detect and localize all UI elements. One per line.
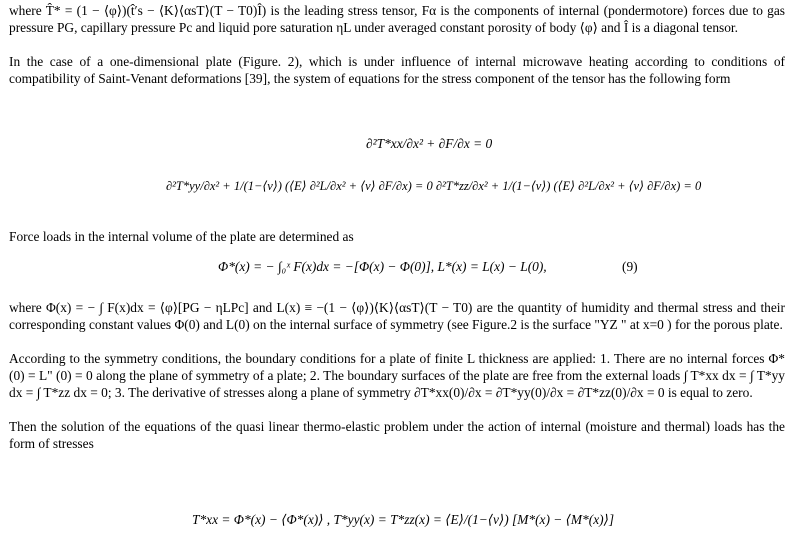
equation-yy-zz-compatibility: ∂²T*yy/∂x² + 1/(1−⟨ν⟩) (⟨E⟩ ∂²L/∂x² + ⟨ν⟩ ∂F/∂x) = 0 ∂²T*zz/∂x² + 1/(1−⟨ν⟩) (⟨E⟩ ∂²L/∂x² + ⟨ν⟩ ∂F/∂x) = 0 [166, 179, 702, 193]
equation-xx-balance: ∂²T*xx/∂x² + ∂F/∂x = 0 [366, 136, 493, 151]
paragraph-tensor-definition: where T̂* = (1 − ⟨φ⟩)(t̂′s − ⟨K⟩⟨αsT⟩(T − T0)Î) is the leading stress tensor, Fα is the components of internal (pondermotore) forces due to gas pressure PG, capillary pressure Pc and liquid pore saturation ηL under averaged constant porosity of body ⟨φ⟩ and Î is a diagonal tensor. [9, 3, 785, 35]
paper-page-middle [9, 228, 785, 245]
paragraph-force-loads: Force loads in the internal volume of the plate are determined as [9, 229, 354, 244]
equation-number-9: (9) [622, 259, 638, 274]
paper-page-lower [9, 299, 785, 452]
paper-page [9, 2, 785, 87]
paragraph-solution: Then the solution of the equations of the quasi linear thermo-elastic problem under the action of internal (moisture and thermal) loads has the form of stresses [9, 419, 785, 451]
paragraph-boundary-conditions: According to the symmetry conditions, the boundary conditions for a plate of finite L thickness are applied: 1. There are no internal forces Φ* (0) = L" (0) = 0 along the plane of symmetry of a plate; 2. The boundary surfaces of the plate are free from the external loads ∫ T*xx dx = ∫ T*yy dx = ∫ T*zz dx = 0; 3. The derivative of stresses along a plane of symmetry ∂T*xx(0)/∂x = ∂T*yy(0)/∂x = ∂T*zz(0)/∂x = 0 is equal to zero. [9, 351, 785, 400]
paragraph-one-dimensional-plate: In the case of a one-dimensional plate (Figure. 2), which is under influence of internal microwave heating according to conditions of compatibility of Saint-Venant deformations [39], the system of equations for the stress component of the tensor has the following form [9, 54, 785, 86]
equation-force-loads: Φ*(x) = − ∫₀ˣ F(x)dx = −[Φ(x) − Φ(0)], L*(x) = L(x) − L(0), [218, 259, 547, 274]
equation-stress-solution: T*xx = Φ*(x) − ⟨Φ*(x)⟩ , T*yy(x) = T*zz(x) = ⟨E⟩/(1−⟨ν⟩) [M*(x) − ⟨M*(x)⟩] [192, 512, 615, 527]
paragraph-humidity-thermal: where Φ(x) = − ∫ F(x)dx = ⟨φ⟩[PG − ηLPc] and L(x) ≡ −(1 − ⟨φ⟩)⟨K⟩⟨αsT⟩(T − T0) are the quantity of humidity and thermal stress and their corresponding constant values Φ(0) and L(0) on the internal surface of symmetry (see Figure.2 is the surface "YZ " at x=0 ) for the porous plate. [9, 300, 785, 332]
